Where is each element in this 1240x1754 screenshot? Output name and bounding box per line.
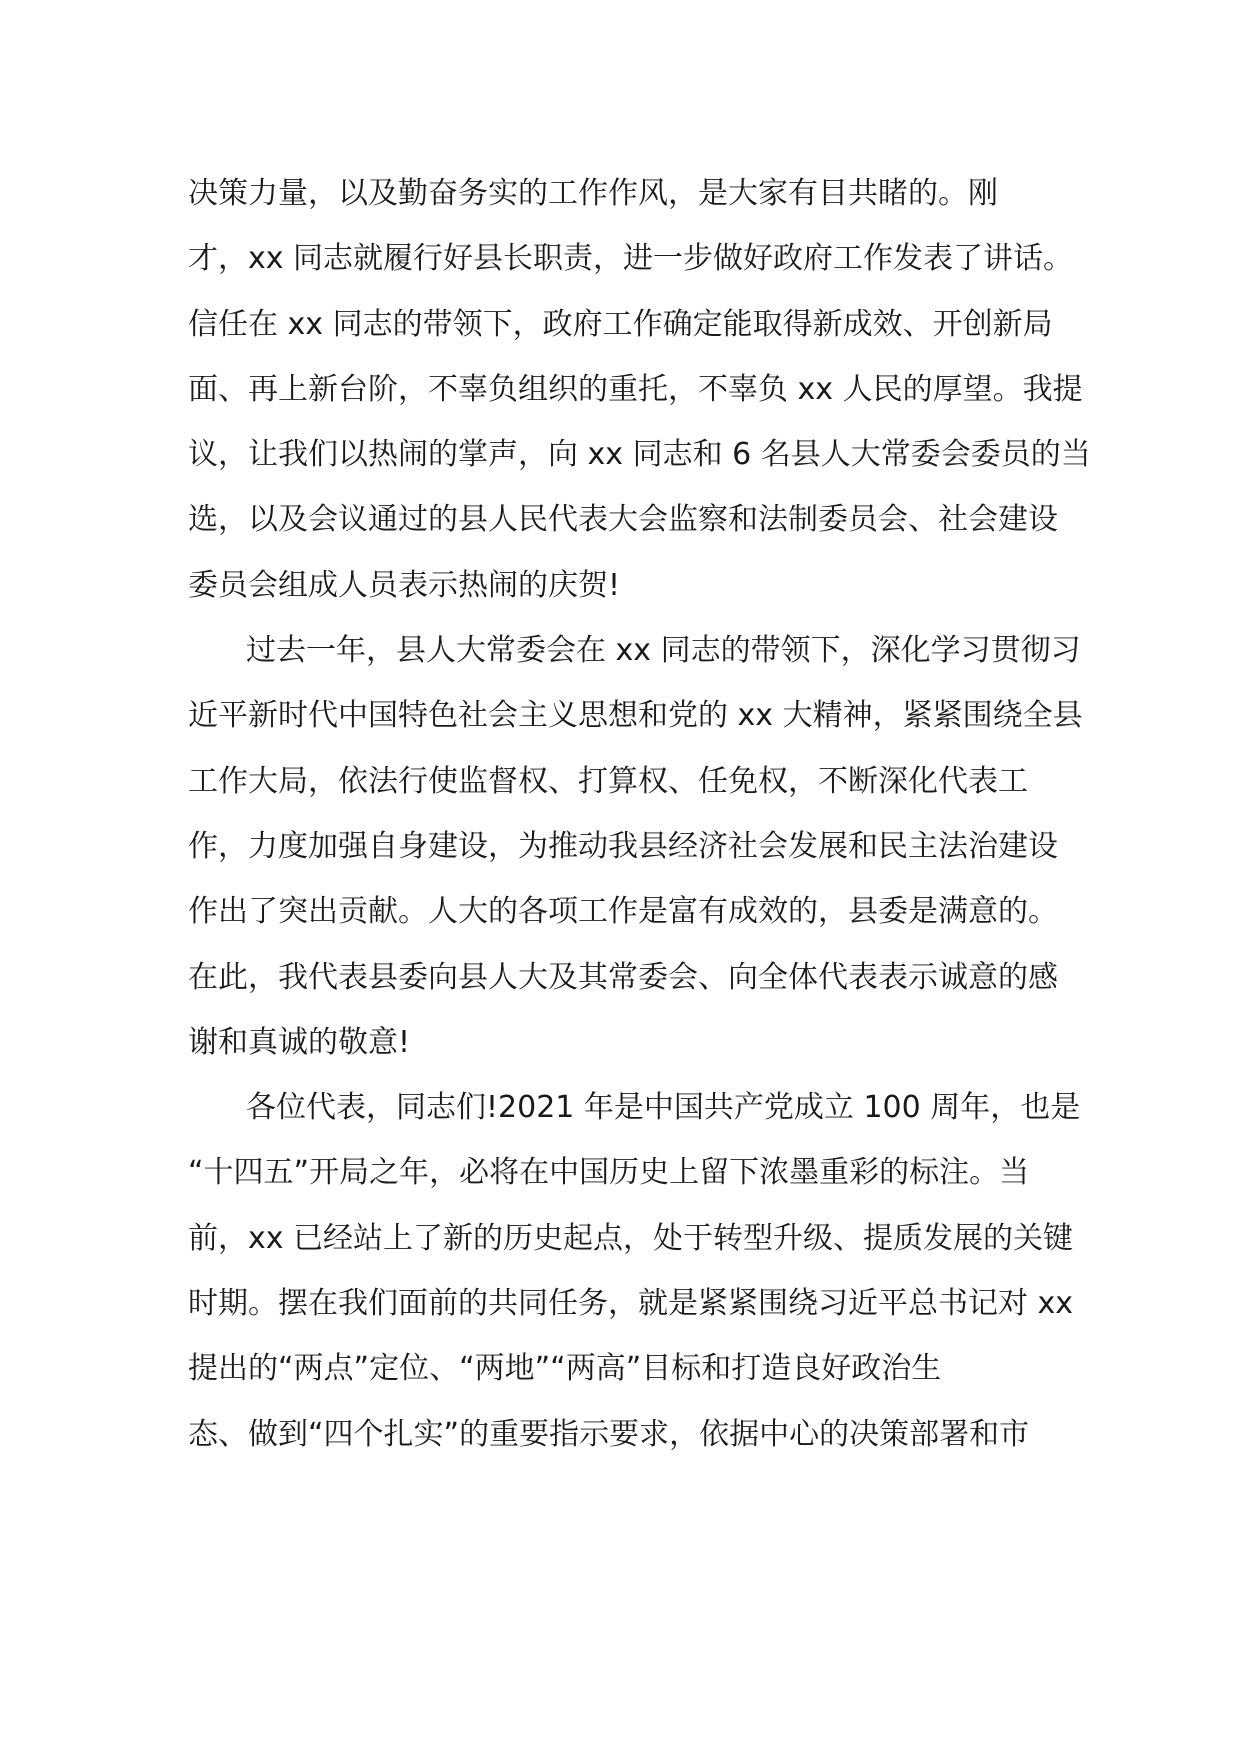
text-line: 工作大局，依法行使监督权、打算权、任免权，不断深化代表工	[188, 763, 1028, 799]
text-line: 决策力量，以及勤奋务实的工作作风，是大家有目共睹的。刚	[188, 176, 998, 211]
text-line: 在此，我代表县委向县人大及其常委会、向全体代表表示诚意的感	[188, 959, 1058, 995]
text-line: “十四五”开局之年，必将在中国历史上留下浓墨重彩的标注。当	[188, 1155, 1030, 1191]
text-line: 选，以及会议通过的县人民代表大会监察和法制委员会、社会建设	[188, 502, 1058, 538]
text-line: 委员会组成人员表示热闹的庆贺!	[188, 567, 621, 603]
text-line: 提出的“两点”定位、“两地”“两高”目标和打造良好政治生	[188, 1351, 942, 1387]
paragraph-first-line: 过去一年，县人大常委会在 xx 同志的带领下，深化学习贯彻习	[246, 633, 1081, 669]
paragraph-first-line: 各位代表，同志们!2021 年是中国共产党成立 100 周年，也是	[246, 1090, 1081, 1126]
text-line: 谢和真诚的敬意!	[188, 1024, 411, 1060]
text-line: 信任在 xx 同志的带领下，政府工作确定能取得新成效、开创新局	[188, 306, 1053, 342]
text-line: 议，让我们以热闹的掌声，向 xx 同志和 6 名县人大常委会委员的当	[188, 437, 1091, 473]
document-body	[188, 172, 1091, 1478]
text-line: 才，xx 同志就履行好县长职责，进一步做好政府工作发表了讲话。	[188, 241, 1074, 277]
text-line: 前，xx 已经站上了新的历史起点，处于转型升级、提质发展的关键	[188, 1220, 1074, 1256]
text-line: 作出了突出贡献。人大的各项工作是富有成效的，县委是满意的。	[188, 894, 1058, 930]
text-line: 面、再上新台阶，不辜负组织的重托，不辜负 xx 人民的厚望。我提	[188, 371, 1083, 407]
text-line: 近平新时代中国特色社会主义思想和党的 xx 大精神，紧紧围绕全县	[188, 698, 1083, 734]
text-line: 态、做到“四个扎实”的重要指示要求，依据中心的决策部署和市	[188, 1416, 1030, 1452]
text-line: 作，力度加强自身建设，为推动我县经济社会发展和民主法治建设	[188, 828, 1058, 864]
text-line: 时期。摆在我们面前的共同任务，就是紧紧围绕习近平总书记对 xx	[188, 1286, 1074, 1322]
